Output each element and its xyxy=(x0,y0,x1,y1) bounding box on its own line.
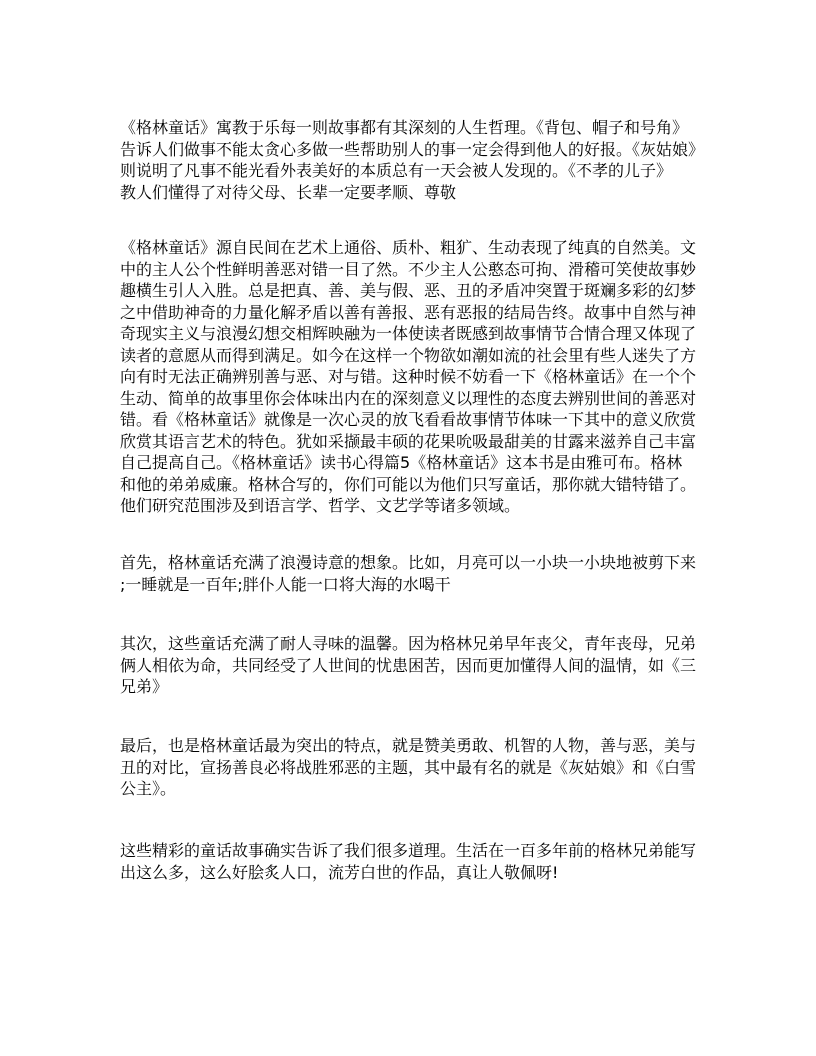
text-line: 读者的意愿从而得到满足。如今在这样一个物欲如潮如流的社会里有些人迷失了方 xyxy=(120,345,697,365)
paragraph-6 xyxy=(120,840,720,883)
paragraph-3 xyxy=(120,552,720,595)
text-line: 丑的对比，宣扬善良必将战胜邪恶的主题，其中最有名的就是《灰姑娘》和《白雪 xyxy=(120,757,697,777)
text-line: 俩人相依为命，共同经受了人世间的忧患困苦，因而更加懂得人间的温情，如《三 xyxy=(120,655,697,675)
text-line: 《格林童话》源自民间在艺术上通俗、质朴、粗犷、生动表现了纯真的自然美。文 xyxy=(120,238,697,257)
text-line: 首先，格林童话充满了浪漫诗意的想象。比如，月亮可以一小块一小块地被剪下来 xyxy=(120,553,697,572)
text-line: 兄弟》 xyxy=(120,677,169,696)
paragraph-4 xyxy=(120,633,720,698)
paragraph-5 xyxy=(120,735,720,800)
text-line: 和他的弟弟威廉。格林合写的，你们可能以为他们只写童话，那你就大错特错了。 xyxy=(120,474,697,494)
text-line: 最后，也是格林童话最为突出的特点，就是赞美勇敢、机智的人物，善与恶，美与 xyxy=(120,736,697,755)
text-line: 这些精彩的童话故事确实告诉了我们很多道理。生活在一百多年前的格林兄弟能写 xyxy=(120,841,697,860)
text-line: 自己提高自己。《格林童话》读书心得篇5《格林童话》这本书是由雅可布。格林 xyxy=(120,453,683,472)
text-line: ;一睡就是一百年;胖仆人能一口将大海的水喝干 xyxy=(120,574,451,594)
text-line: 告诉人们做事不能太贪心多做一些帮助别人的事一定会得到他人的好报。《灰姑娘》 xyxy=(120,139,705,159)
paragraph-2 xyxy=(120,237,720,517)
text-line: 教人们懂得了对待父母、长辈一定要孝顺、尊敬 xyxy=(120,182,457,202)
text-line: 错。看《格林童话》就像是一次心灵的放飞看看故事情节体味一下其中的意义欣赏 xyxy=(120,410,697,429)
text-line: 《格林童话》寓教于乐每一则故事都有其深刻的人生哲理。《背包、帽子和号角》 xyxy=(120,118,689,137)
text-line: 趣横生引人入胜。总是把真、善、美与假、恶、丑的矛盾冲突置于斑斓多彩的幻梦 xyxy=(120,281,697,300)
text-line: 其次，这些童话充满了耐人寻味的温馨。因为格林兄弟早年丧父，青年丧母，兄弟 xyxy=(120,634,697,653)
text-line: 生动、简单的故事里你会体味出内在的深刻意义以理性的态度去辨别世间的善恶对 xyxy=(120,388,697,408)
text-line: 公主》。 xyxy=(120,779,177,798)
text-line: 向有时无法正确辨别善与恶、对与错。这种时候不妨看一下《格林童话》在一个个 xyxy=(120,367,697,386)
text-line: 他们研究范围涉及到语言学、哲学、文艺学等诸多领域。 xyxy=(120,496,521,515)
text-line: 之中借助神奇的力量化解矛盾以善有善报、恶有恶报的结局告终。故事中自然与神 xyxy=(120,302,697,322)
paragraph-1 xyxy=(120,117,720,203)
text-line: 出这么多，这么好脍炙人口，流芳白世的作品，真让人敬佩呀! xyxy=(120,862,559,882)
text-line: 则说明了凡事不能光看外表美好的本质总有一天会被人发现的。《不孝的儿子》 xyxy=(120,161,673,180)
text-line: 欣赏其语言艺术的特色。犹如采撷最丰硕的花果吮吸最甜美的甘露来滋养自己丰富 xyxy=(120,431,697,451)
text-line: 奇现实主义与浪漫幻想交相辉映融为一体使读者既感到故事情节合情合理又体现了 xyxy=(120,324,697,343)
text-line: 中的主人公个性鲜明善恶对错一目了然。不少主人公憨态可拘、滑稽可笑使故事妙 xyxy=(120,259,697,279)
